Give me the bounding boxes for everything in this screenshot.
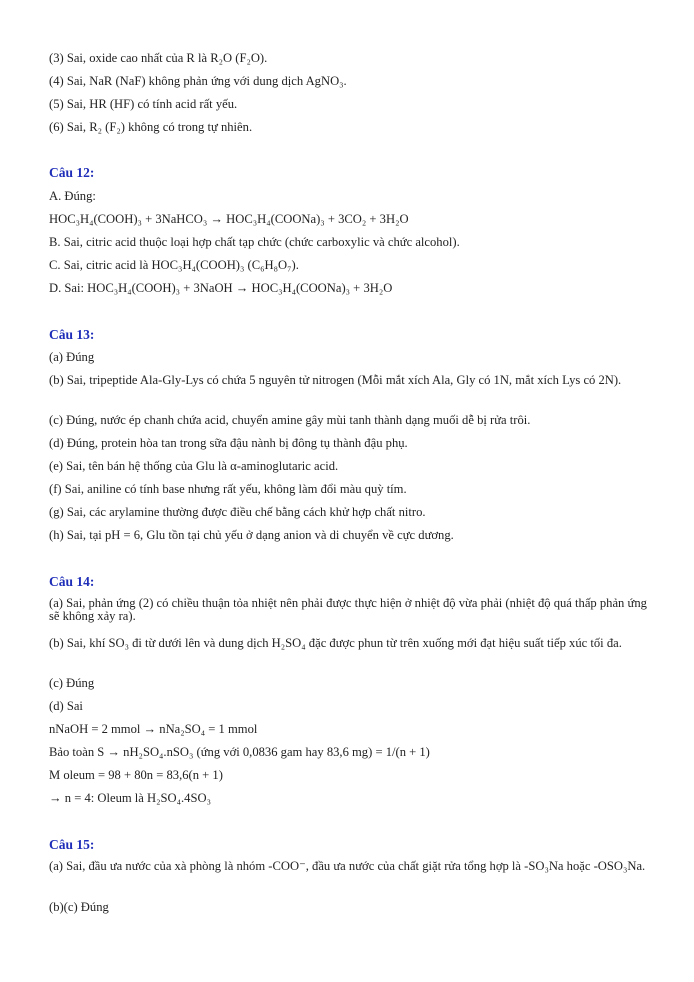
answer-line: (6) Sai, R₂ (F₂) không có trong tự nhiên.: [49, 120, 253, 134]
question-heading-13: Câu 13:: [49, 327, 95, 342]
answer-line: (a) Đúng: [49, 350, 95, 364]
question-heading-12: Câu 12:: [49, 165, 95, 180]
answer-line: (3) Sai, oxide cao nhất của R là R₂O (F₂O).: [49, 51, 268, 65]
question-heading-14: Câu 14:: [49, 574, 95, 589]
answer-line: (a) Sai, phản ứng (2) có chiều thuận tỏa nhiệt nên phải được thực hiện ở nhiệt độ vừa phải (nhiệt độ quá thấp phản ứng sẽ không xảy ra).: [49, 596, 647, 623]
answer-line: (f) Sai, aniline có tính base nhưng rất yếu, không làm đổi màu quỳ tím.: [49, 482, 407, 496]
answer-line: (g) Sai, các arylamine thường được điều chế bằng cách khử hợp chất nitro.: [49, 505, 426, 519]
equation-line: → n = 4: Oleum là H₂SO₄.4SO₃: [49, 791, 211, 805]
answer-line: (c) Đúng: [49, 676, 95, 690]
answer-line: B. Sai, citric acid thuộc loại hợp chất tạp chức (chức carboxylic và chức alcohol).: [49, 235, 460, 249]
answer-line: (a) Sai, đầu ưa nước của xà phòng là nhóm -COO⁻, đầu ưa nước của chất giặt rửa tổng hợp là -SO₃Na hoặc -OSO₃Na.: [49, 859, 646, 873]
equation-line: D. Sai: HOC₃H₄(COOH)₃ + 3NaOH → HOC₃H₄(COONa)₃ + 3H₂O: [49, 281, 393, 295]
answer-line: (e) Sai, tên bán hệ thống của Glu là α-aminoglutaric acid.: [49, 459, 339, 473]
answer-line: (5) Sai, HR (HF) có tính acid rất yếu.: [49, 97, 238, 111]
answer-line: (b)(c) Đúng: [49, 900, 109, 914]
answer-line: (4) Sai, NaR (NaF) không phản ứng với dung dịch AgNO₃.: [49, 74, 347, 88]
answer-line: A. Đúng:: [49, 189, 96, 203]
answer-line: (b) Sai, tripeptide Ala-Gly-Lys có chứa 5 nguyên tử nitrogen (Mỗi mắt xích Ala, Gly có 1N, mắt xích Lys có 2N).: [49, 373, 622, 387]
equation-line: nNaOH = 2 mmol → nNa₂SO₄ = 1 mmol: [49, 722, 258, 736]
answer-line: (h) Sai, tại pH = 6, Glu tồn tại chủ yếu ở dạng anion và di chuyển về cực dương.: [49, 528, 454, 542]
equation-line: HOC₃H₄(COOH)₃ + 3NaHCO₃ → HOC₃H₄(COONa)₃ + 3CO₂ + 3H₂O: [49, 212, 409, 226]
equation-line: Bảo toàn S → nH₂SO₄.nSO₃ (ứng với 0,0836 gam hay 83,6 mg) = 1/(n + 1): [49, 745, 430, 759]
equation-line: M oleum = 98 + 80n = 83,6(n + 1): [49, 768, 223, 782]
answer-line: C. Sai, citric acid là HOC₃H₄(COOH)₃ (C₆H₈O₇).: [49, 258, 299, 272]
answer-line: (c) Đúng, nước ép chanh chứa acid, chuyển amine gây mùi tanh thành dạng muối dễ bị rửa trôi.: [49, 413, 531, 427]
answer-line: (b) Sai, khí SO₃ đi từ dưới lên và dung dịch H₂SO₄ đặc được phun từ trên xuống mới đạt hiệu suất tiếp xúc tối đa.: [49, 636, 622, 650]
answer-line: (d) Đúng, protein hòa tan trong sữa đậu nành bị đông tụ thành đậu phụ.: [49, 436, 408, 450]
question-heading-15: Câu 15:: [49, 837, 95, 852]
answer-line: (d) Sai: [49, 699, 83, 713]
